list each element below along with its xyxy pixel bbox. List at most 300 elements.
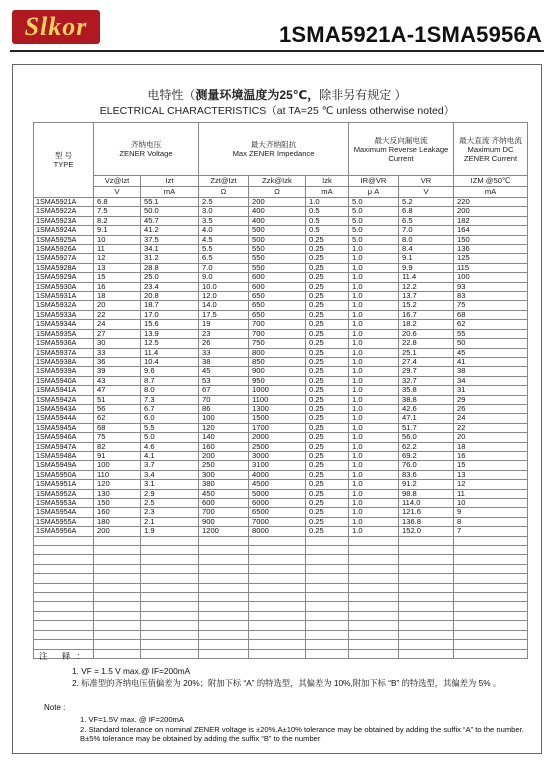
blank-row	[34, 640, 528, 649]
blank-cell	[94, 536, 141, 545]
table-cell: 380	[199, 480, 249, 489]
blank-row	[34, 536, 528, 545]
section-title-en: ELECTRICAL CHARACTERISTICS（at TA=25 ℃ unless otherwise noted）	[99, 105, 455, 117]
table-cell: 1500	[249, 414, 306, 423]
blank-cell	[94, 621, 141, 630]
blank-cell	[454, 640, 528, 649]
blank-cell	[249, 564, 306, 573]
table-cell: 1.0	[349, 282, 399, 291]
table-cell: 15	[454, 461, 528, 470]
unit-row	[34, 187, 528, 198]
part-number-cell: 1SMA5941A	[34, 386, 94, 395]
table-cell: 12	[94, 254, 141, 263]
table-cell: 12	[454, 480, 528, 489]
table-cell: 0.25	[306, 442, 349, 451]
table-cell: 600	[199, 499, 249, 508]
blank-cell	[399, 593, 454, 602]
table-cell: 8.2	[94, 216, 141, 225]
table-cell: 1.0	[349, 320, 399, 329]
table-cell: 76.0	[399, 461, 454, 470]
table-cell: 3.5	[199, 216, 249, 225]
blank-cell	[349, 611, 399, 620]
part-number-cell: 1SMA5945A	[34, 423, 94, 432]
blank-cell	[399, 583, 454, 592]
table-cell: 2500	[249, 442, 306, 451]
table-cell: 0.25	[306, 273, 349, 282]
unit-header-cell: mA	[306, 187, 349, 198]
table-cell: 70	[199, 395, 249, 404]
table-row	[34, 357, 528, 366]
table-cell: 14.0	[199, 301, 249, 310]
table-row	[34, 226, 528, 235]
blank-cell	[34, 640, 94, 649]
blank-cell	[306, 602, 349, 611]
blank-cell	[199, 640, 249, 649]
part-number-cell: 1SMA5944A	[34, 414, 94, 423]
table-cell: 100	[94, 461, 141, 470]
blank-row	[34, 546, 528, 555]
table-cell: 20.6	[399, 329, 454, 338]
table-cell: 550	[249, 245, 306, 254]
table-cell: 5.0	[349, 235, 399, 244]
table-cell: 83.6	[399, 470, 454, 479]
header-reverse-leakage	[349, 123, 454, 176]
table-cell: 1300	[249, 404, 306, 413]
table-cell: 13	[454, 470, 528, 479]
table-cell: 9.6	[141, 367, 199, 376]
blank-cell	[454, 621, 528, 630]
blank-cell	[399, 630, 454, 639]
table-cell: 8	[454, 517, 528, 526]
table-cell: 6.5	[399, 216, 454, 225]
table-cell: 62	[454, 320, 528, 329]
blank-cell	[199, 546, 249, 555]
table-cell: 6.8	[399, 207, 454, 216]
table-cell: 4.1	[141, 451, 199, 460]
table-cell: 0.25	[306, 470, 349, 479]
unit-header-cell: Ω	[199, 187, 249, 198]
blank-cell	[349, 536, 399, 545]
table-cell: 11.4	[399, 273, 454, 282]
blank-cell	[141, 583, 199, 592]
table-cell: 31.2	[141, 254, 199, 263]
part-number-cell: 1SMA5943A	[34, 404, 94, 413]
header-max-impedance-cn: 最大齐纳阻抗	[250, 140, 297, 149]
table-cell: 1700	[249, 423, 306, 432]
table-cell: 1.0	[349, 461, 399, 470]
table-cell: 7	[454, 527, 528, 536]
table-cell: 7000	[249, 517, 306, 526]
table-row	[34, 517, 528, 526]
table-cell: 23	[199, 329, 249, 338]
section-title-cn-rest: 除非另有规定 ）	[319, 88, 407, 102]
table-cell: 1.0	[349, 263, 399, 272]
table-cell: 13.9	[141, 329, 199, 338]
blank-cell	[141, 536, 199, 545]
table-cell: 23.4	[141, 282, 199, 291]
unit-header-cell: mA	[141, 187, 199, 198]
note-en-item: 1. VF=1.5V max. @ IF=200mA	[80, 715, 184, 724]
blank-row	[34, 574, 528, 583]
blank-cell	[199, 564, 249, 573]
table-cell: 1.0	[349, 470, 399, 479]
table-row	[34, 292, 528, 301]
blank-cell	[399, 536, 454, 545]
table-cell: 300	[199, 470, 249, 479]
table-cell: 50.0	[141, 207, 199, 216]
table-cell: 150	[454, 235, 528, 244]
table-cell: 16	[454, 451, 528, 460]
blank-cell	[34, 602, 94, 611]
blank-cell	[249, 611, 306, 620]
blank-cell	[306, 649, 349, 658]
section-title-cn-prefix: 电特性（	[147, 88, 196, 102]
table-row	[34, 263, 528, 272]
table-row	[34, 433, 528, 442]
param-header-cell: Zzk@Izk	[249, 176, 306, 187]
blank-cell	[249, 536, 306, 545]
part-number-cell: 1SMA5950A	[34, 470, 94, 479]
blank-cell	[94, 574, 141, 583]
table-cell: 32.7	[399, 376, 454, 385]
unit-header-cell: mA	[454, 187, 528, 198]
blank-cell	[399, 621, 454, 630]
table-cell: 160	[199, 442, 249, 451]
blank-cell	[399, 640, 454, 649]
table-cell: 34.1	[141, 245, 199, 254]
table-cell: 0.25	[306, 263, 349, 272]
table-cell: 12.2	[399, 282, 454, 291]
table-cell: 29.7	[399, 367, 454, 376]
blank-cell	[454, 583, 528, 592]
table-cell: 140	[199, 433, 249, 442]
table-cell: 3.4	[141, 470, 199, 479]
blank-cell	[454, 574, 528, 583]
blank-cell	[199, 649, 249, 658]
header-rule	[10, 50, 544, 52]
table-row	[34, 508, 528, 517]
blank-cell	[34, 536, 94, 545]
table-cell: 19	[199, 320, 249, 329]
table-cell: 500	[249, 235, 306, 244]
table-cell: 31	[454, 386, 528, 395]
table-cell: 22.8	[399, 339, 454, 348]
table-cell: 10.0	[199, 282, 249, 291]
part-number-cell: 1SMA5955A	[34, 517, 94, 526]
blank-cell	[349, 564, 399, 573]
blank-cell	[306, 555, 349, 564]
blank-cell	[34, 621, 94, 630]
header-zener-voltage-cn: 齐纳电压	[130, 140, 162, 149]
part-number-cell: 1SMA5949A	[34, 461, 94, 470]
table-cell: 29	[454, 395, 528, 404]
table-cell: 4.5	[199, 235, 249, 244]
table-cell: 16.7	[399, 310, 454, 319]
table-cell: 136	[454, 245, 528, 254]
blank-cell	[399, 602, 454, 611]
table-row	[34, 404, 528, 413]
table-cell: 91.2	[399, 480, 454, 489]
param-header-cell: Zzt@Izt	[199, 176, 249, 187]
header-zener-voltage	[94, 123, 199, 176]
blank-cell	[94, 546, 141, 555]
table-cell: 164	[454, 226, 528, 235]
table-cell: 1.0	[349, 367, 399, 376]
table-cell: 200	[249, 198, 306, 207]
param-header-cell: IZM @50℃	[454, 176, 528, 187]
table-cell: 0.25	[306, 461, 349, 470]
table-cell: 700	[249, 329, 306, 338]
document-title: 1SMA5921A-1SMA5956A	[278, 22, 542, 47]
table-row	[34, 273, 528, 282]
table-row	[34, 348, 528, 357]
table-cell: 1200	[199, 527, 249, 536]
blank-cell	[141, 611, 199, 620]
table-cell: 18	[454, 442, 528, 451]
table-cell: 22	[454, 423, 528, 432]
table-cell: 24	[94, 320, 141, 329]
table-cell: 27	[94, 329, 141, 338]
table-cell: 400	[249, 216, 306, 225]
table-cell: 0.25	[306, 386, 349, 395]
blank-cell	[249, 546, 306, 555]
table-cell: 38	[454, 367, 528, 376]
table-cell: 600	[249, 273, 306, 282]
table-cell: 1100	[249, 395, 306, 404]
part-number-cell: 1SMA5925A	[34, 235, 94, 244]
table-cell: 51	[94, 395, 141, 404]
table-cell: 34	[454, 376, 528, 385]
table-cell: 0.25	[306, 433, 349, 442]
blank-cell	[199, 593, 249, 602]
header-max-impedance-en: Max ZENER Impedance	[232, 149, 315, 158]
part-number-cell: 1SMA5932A	[34, 301, 94, 310]
electrical-characteristics-table	[33, 122, 528, 659]
blank-cell	[249, 621, 306, 630]
table-cell: 0.25	[306, 320, 349, 329]
table-cell: 950	[249, 376, 306, 385]
table-row	[34, 235, 528, 244]
blank-cell	[249, 555, 306, 564]
table-cell: 1.0	[349, 489, 399, 498]
table-cell: 0.25	[306, 310, 349, 319]
table-cell: 7.5	[94, 207, 141, 216]
table-cell: 6.7	[141, 404, 199, 413]
table-cell: 182	[454, 216, 528, 225]
table-cell: 4.0	[199, 226, 249, 235]
table-row	[34, 499, 528, 508]
table-cell: 1.0	[349, 433, 399, 442]
table-cell: 1.0	[349, 357, 399, 366]
blank-cell	[399, 611, 454, 620]
table-cell: 1.0	[349, 414, 399, 423]
blank-cell	[141, 640, 199, 649]
part-number-cell: 1SMA5934A	[34, 320, 94, 329]
table-cell: 0.25	[306, 254, 349, 263]
blank-cell	[306, 630, 349, 639]
blank-cell	[249, 630, 306, 639]
table-cell: 550	[249, 254, 306, 263]
table-cell: 0.5	[306, 216, 349, 225]
blank-cell	[349, 546, 399, 555]
blank-cell	[141, 555, 199, 564]
table-cell: 11	[94, 245, 141, 254]
blank-cell	[34, 574, 94, 583]
table-cell: 0.25	[306, 339, 349, 348]
blank-cell	[454, 546, 528, 555]
part-number-cell: 1SMA5921A	[34, 198, 94, 207]
table-cell: 0.25	[306, 527, 349, 536]
blank-cell	[34, 630, 94, 639]
table-cell: 15.2	[399, 301, 454, 310]
table-cell: 12.0	[199, 292, 249, 301]
table-row	[34, 386, 528, 395]
table-cell: 83	[454, 292, 528, 301]
section-title-cn-bold: 测量环境温度为25℃，	[195, 88, 320, 102]
table-cell: 2.5	[141, 499, 199, 508]
table-cell: 0.25	[306, 376, 349, 385]
blank-cell	[454, 564, 528, 573]
table-cell: 220	[454, 198, 528, 207]
table-cell: 6000	[249, 499, 306, 508]
table-cell: 110	[94, 470, 141, 479]
blank-cell	[199, 583, 249, 592]
table-cell: 1.0	[349, 508, 399, 517]
blank-cell	[349, 630, 399, 639]
table-cell: 1.0	[349, 376, 399, 385]
table-cell: 1.9	[141, 527, 199, 536]
table-cell: 1.0	[349, 423, 399, 432]
table-cell: 47	[94, 386, 141, 395]
table-cell: 13.7	[399, 292, 454, 301]
blank-cell	[306, 536, 349, 545]
blank-cell	[141, 630, 199, 639]
table-cell: 86	[199, 404, 249, 413]
blank-cell	[399, 546, 454, 555]
table-cell: 7.0	[399, 226, 454, 235]
table-cell: 24	[454, 414, 528, 423]
part-number-cell: 1SMA5936A	[34, 339, 94, 348]
table-cell: 200	[454, 207, 528, 216]
header-dc-zener-current	[454, 123, 528, 176]
blank-cell	[349, 640, 399, 649]
table-cell: 120	[199, 423, 249, 432]
table-row	[34, 470, 528, 479]
table-cell: 8.7	[141, 376, 199, 385]
blank-cell	[141, 593, 199, 602]
table-cell: 152.0	[399, 527, 454, 536]
table-cell: 18.2	[399, 320, 454, 329]
table-cell: 4500	[249, 480, 306, 489]
blank-cell	[306, 564, 349, 573]
table-cell: 136.8	[399, 517, 454, 526]
table-row	[34, 282, 528, 291]
blank-cell	[199, 611, 249, 620]
table-cell: 41.2	[141, 226, 199, 235]
table-cell: 1.0	[349, 273, 399, 282]
table-cell: 6.0	[141, 414, 199, 423]
table-cell: 67	[199, 386, 249, 395]
blank-cell	[141, 564, 199, 573]
table-cell: 2.1	[141, 517, 199, 526]
table-row	[34, 245, 528, 254]
table-cell: 7.0	[199, 263, 249, 272]
blank-cell	[199, 621, 249, 630]
table-cell: 1.0	[349, 480, 399, 489]
table-cell: 75	[454, 301, 528, 310]
table-row	[34, 442, 528, 451]
table-row	[34, 329, 528, 338]
table-row	[34, 527, 528, 536]
blank-cell	[306, 574, 349, 583]
brand-logo	[12, 10, 100, 44]
table-cell: 50	[454, 339, 528, 348]
table-cell: 33	[94, 348, 141, 357]
part-number-cell: 1SMA5930A	[34, 282, 94, 291]
table-cell: 75	[94, 433, 141, 442]
notes-en	[80, 715, 530, 744]
blank-cell	[249, 602, 306, 611]
blank-cell	[94, 649, 141, 658]
table-cell: 0.25	[306, 451, 349, 460]
table-cell: 15	[94, 273, 141, 282]
blank-cell	[141, 602, 199, 611]
table-cell: 20	[94, 301, 141, 310]
table-cell: 55.1	[141, 198, 199, 207]
table-row	[34, 301, 528, 310]
table-cell: 62.2	[399, 442, 454, 451]
table-cell: 900	[199, 517, 249, 526]
table-cell: 700	[199, 508, 249, 517]
part-number-cell: 1SMA5929A	[34, 273, 94, 282]
table-cell: 1.0	[349, 404, 399, 413]
table-cell: 1.0	[349, 386, 399, 395]
section-title-cn	[0, 86, 554, 103]
table-cell: 650	[249, 301, 306, 310]
table-cell: 3.0	[199, 207, 249, 216]
notes-cn-label: 注 释：	[39, 651, 91, 661]
table-cell: 1.0	[349, 292, 399, 301]
table-cell: 16	[94, 282, 141, 291]
param-header-cell: Izt	[141, 176, 199, 187]
table-cell: 62	[94, 414, 141, 423]
table-cell: 0.25	[306, 292, 349, 301]
table-cell: 17.5	[199, 310, 249, 319]
part-number-cell: 1SMA5953A	[34, 499, 94, 508]
table-cell: 0.25	[306, 480, 349, 489]
table-cell: 1.0	[349, 527, 399, 536]
blank-cell	[34, 546, 94, 555]
table-cell: 0.25	[306, 348, 349, 357]
table-cell: 450	[199, 489, 249, 498]
blank-cell	[94, 611, 141, 620]
table-cell: 17.0	[141, 310, 199, 319]
unit-header-cell: Ω	[249, 187, 306, 198]
table-cell: 600	[249, 282, 306, 291]
table-cell: 700	[249, 320, 306, 329]
notes-en-label: Note :	[44, 703, 66, 712]
table-cell: 120	[94, 480, 141, 489]
part-number-cell: 1SMA5937A	[34, 348, 94, 357]
table-cell: 56	[94, 404, 141, 413]
part-number-cell: 1SMA5928A	[34, 263, 94, 272]
table-cell: 5.0	[349, 207, 399, 216]
blank-cell	[94, 583, 141, 592]
table-row	[34, 489, 528, 498]
table-cell: 30	[94, 339, 141, 348]
table-cell: 400	[249, 207, 306, 216]
blank-cell	[399, 574, 454, 583]
